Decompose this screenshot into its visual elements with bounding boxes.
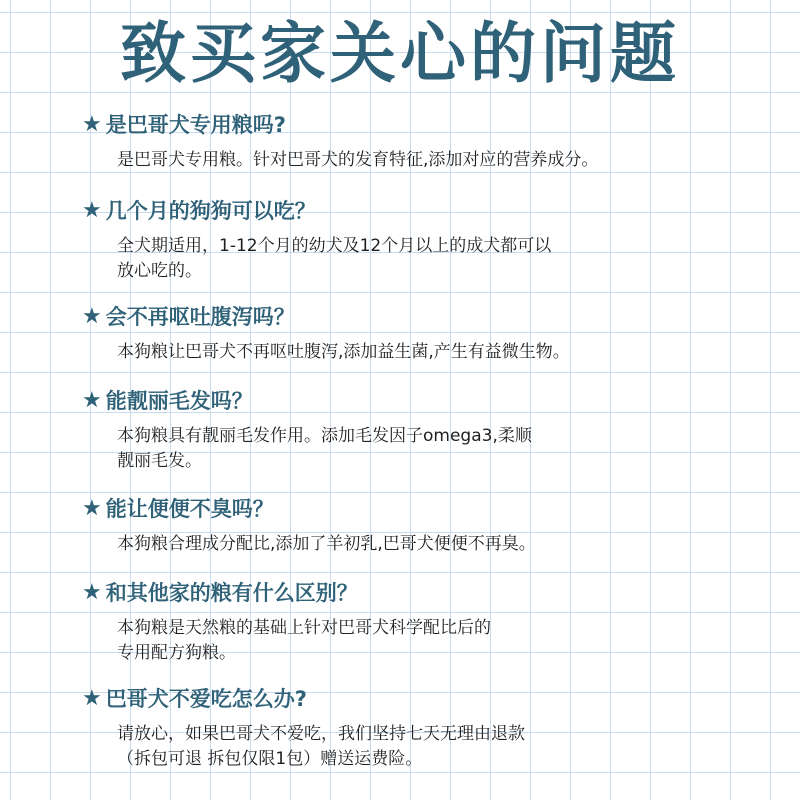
answer-line: 请放心，如果巴哥犬不爱吃，我们坚持七天无理由退款 (117, 724, 525, 744)
faq-item-1 (82, 110, 780, 173)
faq-question (82, 196, 780, 226)
answer-line: 本狗粮让巴哥犬不再呕吐腹泻,添加益生菌,产生有益微生物。 (117, 342, 570, 362)
answer-line: 靓丽毛发。 (117, 451, 202, 471)
page-title: 致买家关心的问题 (120, 15, 680, 92)
answer-line: 本狗粮具有靓丽毛发作用。添加毛发因子omega3,柔顺 (117, 426, 532, 446)
faq-item-6 (82, 578, 780, 666)
answer-line: （拆包可退 拆包仅限1包）赠送运费险。 (117, 749, 423, 769)
faq-question (82, 302, 780, 332)
faq-question (82, 386, 780, 416)
faq-answer (117, 148, 780, 173)
faq-question (82, 578, 780, 608)
faq-answer (117, 234, 780, 284)
question-text: 几个月的狗狗可以吃？ (105, 199, 316, 223)
faq-answer (117, 722, 780, 772)
faq-answer (117, 616, 780, 666)
faq-question (82, 684, 780, 714)
faq-question (82, 494, 780, 524)
answer-line: 本狗粮是天然粮的基础上针对巴哥犬科学配比后的 (117, 618, 491, 638)
star-icon: ★ (82, 198, 102, 223)
question-text: 能靓丽毛发吗？ (105, 389, 253, 413)
question-text: 和其他家的粮有什么区别？ (105, 581, 358, 605)
star-icon: ★ (82, 388, 102, 413)
faq-answer (117, 424, 780, 474)
answer-line: 放心吃的。 (117, 261, 202, 281)
faq-item-5 (82, 494, 780, 557)
star-icon: ★ (82, 496, 102, 521)
faq-item-7 (82, 684, 780, 772)
faq-item-4 (82, 386, 780, 474)
question-text: 能让便便不臭吗？ (105, 497, 274, 521)
answer-line: 专用配方狗粮。 (117, 643, 236, 663)
question-text: 巴哥犬不爱吃怎么办? (105, 687, 307, 711)
star-icon: ★ (82, 580, 102, 605)
answer-line: 本狗粮合理成分配比,添加了羊初乳,巴哥犬便便不再臭。 (117, 534, 536, 554)
faq-answer (117, 532, 780, 557)
answer-line: 是巴哥犬专用粮。针对巴哥犬的发育特征,添加对应的营养成分。 (117, 150, 599, 170)
faq-question (82, 110, 780, 140)
question-text: 是巴哥犬专用粮吗? (105, 113, 286, 137)
faq-item-2 (82, 196, 780, 284)
faq-answer (117, 340, 780, 365)
star-icon: ★ (82, 686, 102, 711)
question-text: 会不再呕吐腹泻吗？ (105, 305, 295, 329)
answer-line: 全犬期适用，1-12个月的幼犬及12个月以上的成犬都可以 (117, 236, 552, 256)
star-icon: ★ (82, 112, 102, 137)
faq-item-3 (82, 302, 780, 365)
star-icon: ★ (82, 304, 102, 329)
